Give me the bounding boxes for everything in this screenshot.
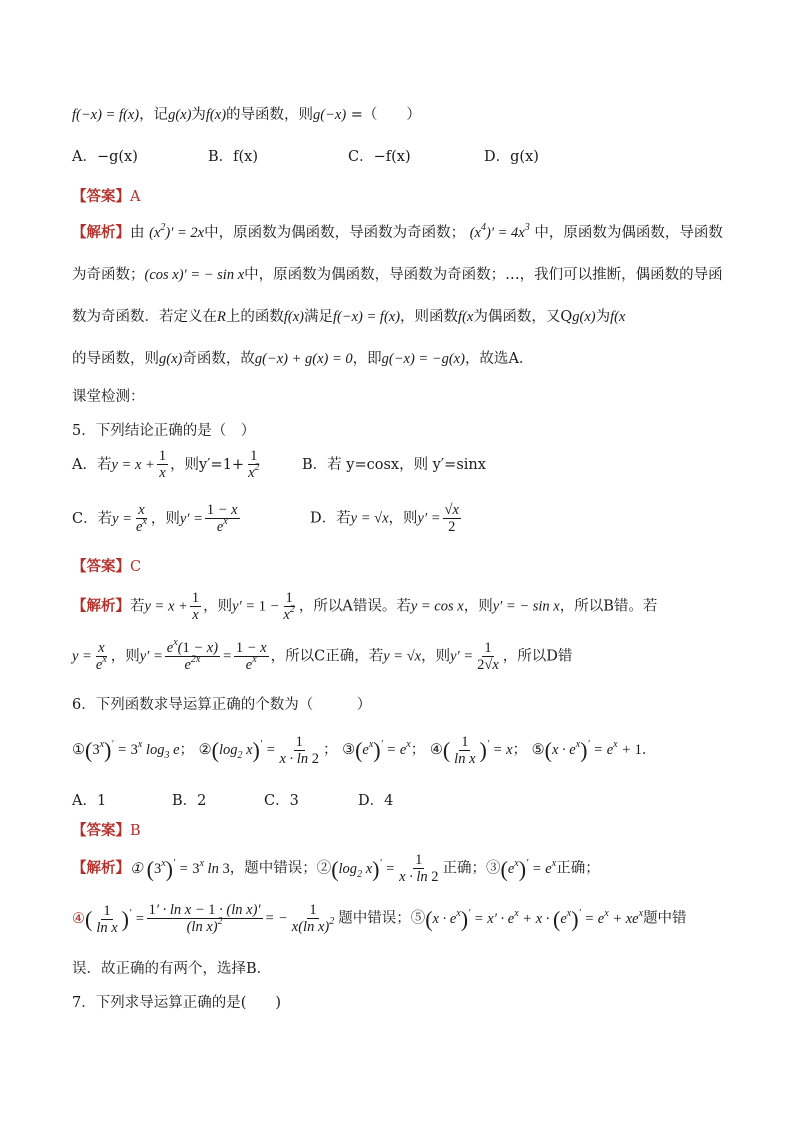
q6-expr-4: ④( $\frac{1}{\text{ln x}}$ )′ = x； xyxy=(429,734,528,767)
q4-analysis-line-3: 数为奇函数．若定义在R上的函数f(x)满足f(−x) = f(x)，则函数f(x为偶函数，又Qg(x)为f(x xyxy=(72,309,626,325)
q4-option-c: C．−f(x) xyxy=(348,149,411,165)
q6-stem: 6．下列函数求导运算正确的个数为（ ） xyxy=(72,697,372,713)
q4-option-a: A．−g(x) xyxy=(72,149,138,165)
q5-answer: 【答案】C xyxy=(72,558,142,575)
q6-option-d: D．4 xyxy=(358,793,394,809)
q5-option-d: D．若y = √x，则y′ = $\frac{√x}{2}$ xyxy=(310,502,459,535)
q6-expr-3: $③(e^x)' = e^x$； xyxy=(342,737,426,763)
q6-option-a: A．1 xyxy=(72,793,107,809)
q6-expr-2: $②(\log_2$ x)′ = $\frac{1}{x \cdot \ln 2}$ ； xyxy=(198,734,338,767)
q4-analysis-line-1: 【解析】由 $(x^2)' = 2x$中，原函数为偶函数，导函数为奇函数； $(x^4)' = 4x^3$ 中，原函数为偶函数，导函数 xyxy=(72,222,723,241)
q6-analysis-line-3: 误．故正确的有两个，选择B． xyxy=(72,961,272,977)
q5-option-a: A．若y = x + $\frac{1}{x}$ ，则y′=1+ $\frac{1}{x^2}$ xyxy=(72,448,260,481)
q6-option-c: C．3 xyxy=(264,793,299,809)
q4-analysis-line-4: 的导函数，则g(x)奇函数，故g(−x) + g(x) = 0，即g(−x) = −g(x)，故选A． xyxy=(72,351,534,367)
math-x2-derivative: $(x^2)' = 2x$ xyxy=(149,222,205,241)
q4-answer: 【答案】A xyxy=(72,188,141,205)
q6-expressions xyxy=(72,734,726,774)
q5-analysis-line-2: y = $\frac{x}{e^x}$ ，则y′ = $\frac{e^x(1 - x)}{e^{2x}}$ = $\frac{1 - x}{e^x}$ ，所以C正确，若y = √x，则y′ = $\frac{1}{2√x}$ ，所以D错 xyxy=(72,637,573,673)
q5-option-b: B．若 y=cosx，则 y′=sinx xyxy=(302,457,486,473)
q5-stem: 5．下列结论正确的是（ ） xyxy=(72,423,256,439)
q6-answer: 【答案】B xyxy=(72,822,141,839)
section-label: 课堂检测： xyxy=(72,389,145,405)
q7-stem: 7．下列求导运算正确的是( ) xyxy=(72,995,282,1011)
q4-option-d: D．g(x) xyxy=(484,149,539,165)
q5-analysis-line-1: 【解析】若y = x + $\frac{1}{x}$ ，则y′ = 1 − $\frac{1}{x^2}$ ，所以A错误。若y = cos x，则y′ = − sin x，所以B错。若 xyxy=(72,590,658,623)
q6-expr-1: $①(3^x)' = 3^x$ $\log_3 e$； xyxy=(72,737,195,763)
q4-option-b: B．f(x) xyxy=(208,149,259,165)
q5-options-cd xyxy=(72,502,726,538)
q6-analysis-line-2: ④( $\frac{1}{\text{ln x}}$ )′ = $\frac{\text{1′ · ln x − 1 · (ln x)′}}{(\ln x)^2}$ = − $\frac{1}{x(\ln x)^2}$ 题中错误；⑤(x · $e^x)' = x' \cdot e^x + x \cdot (e^x)' = e^x + xe^x$题中错 xyxy=(72,902,687,936)
math-x4-derivative: $(x^4)' = 4x^3$ xyxy=(469,222,530,241)
q6-analysis-line-1: 【解析】① $(3^x)' = 3^x$ ln 3，题中错误；$②(\log_2$ x)′ = $\frac{1}{x \cdot \ln 2}$ 正确；$③(e^x)' = e^x$正确； xyxy=(72,852,600,885)
q6-expr-5: ⑤(x · $e^x)' = e^x + 1$． xyxy=(531,737,657,763)
q5-options-ab xyxy=(72,448,726,482)
q4-analysis-line-2: 为奇函数；(cos x)′ = − sin x中，原函数为偶函数，导函数为奇函数；…，我们可以推断，偶函数的导函 xyxy=(72,267,723,283)
q5-option-c: C．若y = $\frac{x}{e^x}$ ，则y′ = $\frac{1 - x}{e^x}$ xyxy=(72,502,238,535)
q4-stem: f(−x) = f(x)，记g(x)为f(x)的导函数，则g(−x) =（ ） xyxy=(72,107,421,123)
q6-option-b: B．2 xyxy=(172,793,207,809)
